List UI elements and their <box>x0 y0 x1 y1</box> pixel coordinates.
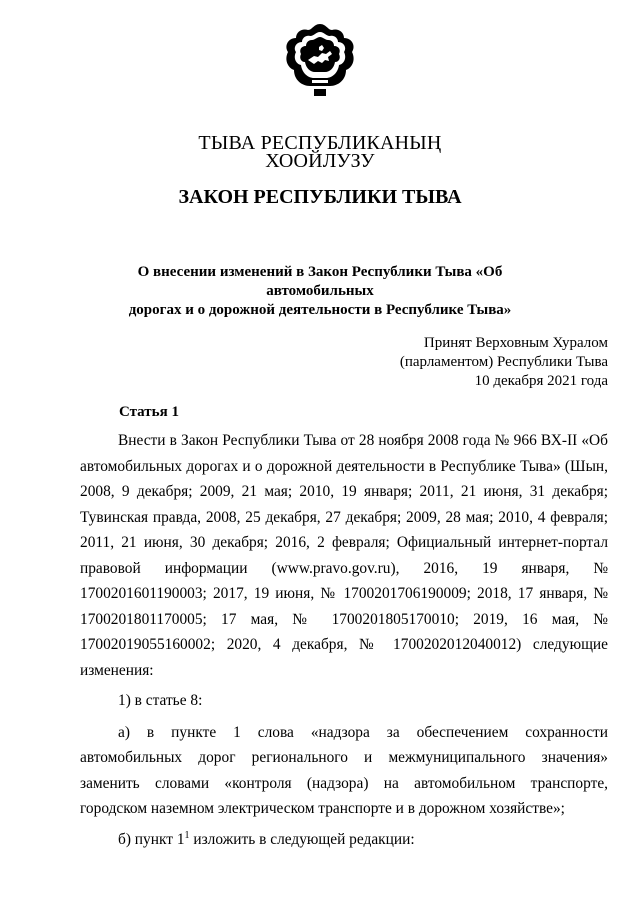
item-1b-superscript: 1 <box>184 829 190 841</box>
item-1: 1) в статье 8: <box>118 692 203 709</box>
adoption-line-1: Принят Верховным Хуралом <box>423 335 608 351</box>
subject-line-2: дорогах и о дорожной деятельности в Республике Тыва» <box>128 302 512 318</box>
law-title: ЗАКОН РЕСПУБЛИКИ ТЫВА <box>178 186 462 208</box>
item-1b-post: изложить в следующей редакции: <box>189 830 415 848</box>
item-1a: а) в пункте 1 слова «надзора за обеспечением сохранности автомобильных дорог регионального и межмуниципального значения» заменить словами «контроля (надзора) на автомобильном транспорте, городском наземном электрическом транспорте и в дорожном хозяйстве»; <box>80 723 608 817</box>
subject-line-1: О внесении изменений в Закон Республики Тыва «Об автомобильных <box>137 264 503 299</box>
law-subject <box>100 263 540 320</box>
article-heading: Статья 1 <box>119 404 179 420</box>
item-1b <box>80 827 608 853</box>
item-1b-pre: б) пункт 1 <box>118 830 185 848</box>
adoption-line-2: (парламентом) Республики Тыва <box>399 354 608 370</box>
article-intro-paragraph: Внести в Закон Республики Тыва от 28 ноября 2008 года № 966 ВХ-II «Об автомобильных дорогах и о дорожной деятельности в Республике Тыва» (Шын, 2008, 9 декабря; 2009, 21 мая; 2010, 19 января; 2011, 21 июня, 31 декабря; Тувинская правда, 2008, 25 декабря, 27 декабря; 2009, 28 мая; 2010, 4 февраля; 2011, 21 июня, 30 декабря; 2016, 2 февраля; Официальный интернет-портал правовой информации (www.pravo.gov.ru), 2016, 19 января, № 1700201601190003; 2017, 19 июня, № 1700201706190009; 2018, 17 января, № 1700201801170005; 17 мая, № 1700201805170010; 2019, 16 мая, № 17002019055160002; 2020, 4 декабря, № 1700202012040012) следующие изменения: <box>80 432 608 679</box>
header-line-tuvan-2: ХООЙЛУЗУ <box>265 150 375 172</box>
article-body <box>80 428 608 858</box>
coat-of-arms-emblem <box>282 20 358 100</box>
adoption-info <box>400 334 608 391</box>
adoption-date: 10 декабря 2021 года <box>474 373 608 389</box>
header-line-tuvan: ТЫВА РЕСПУБЛИКАНЫҢ <box>198 132 442 154</box>
